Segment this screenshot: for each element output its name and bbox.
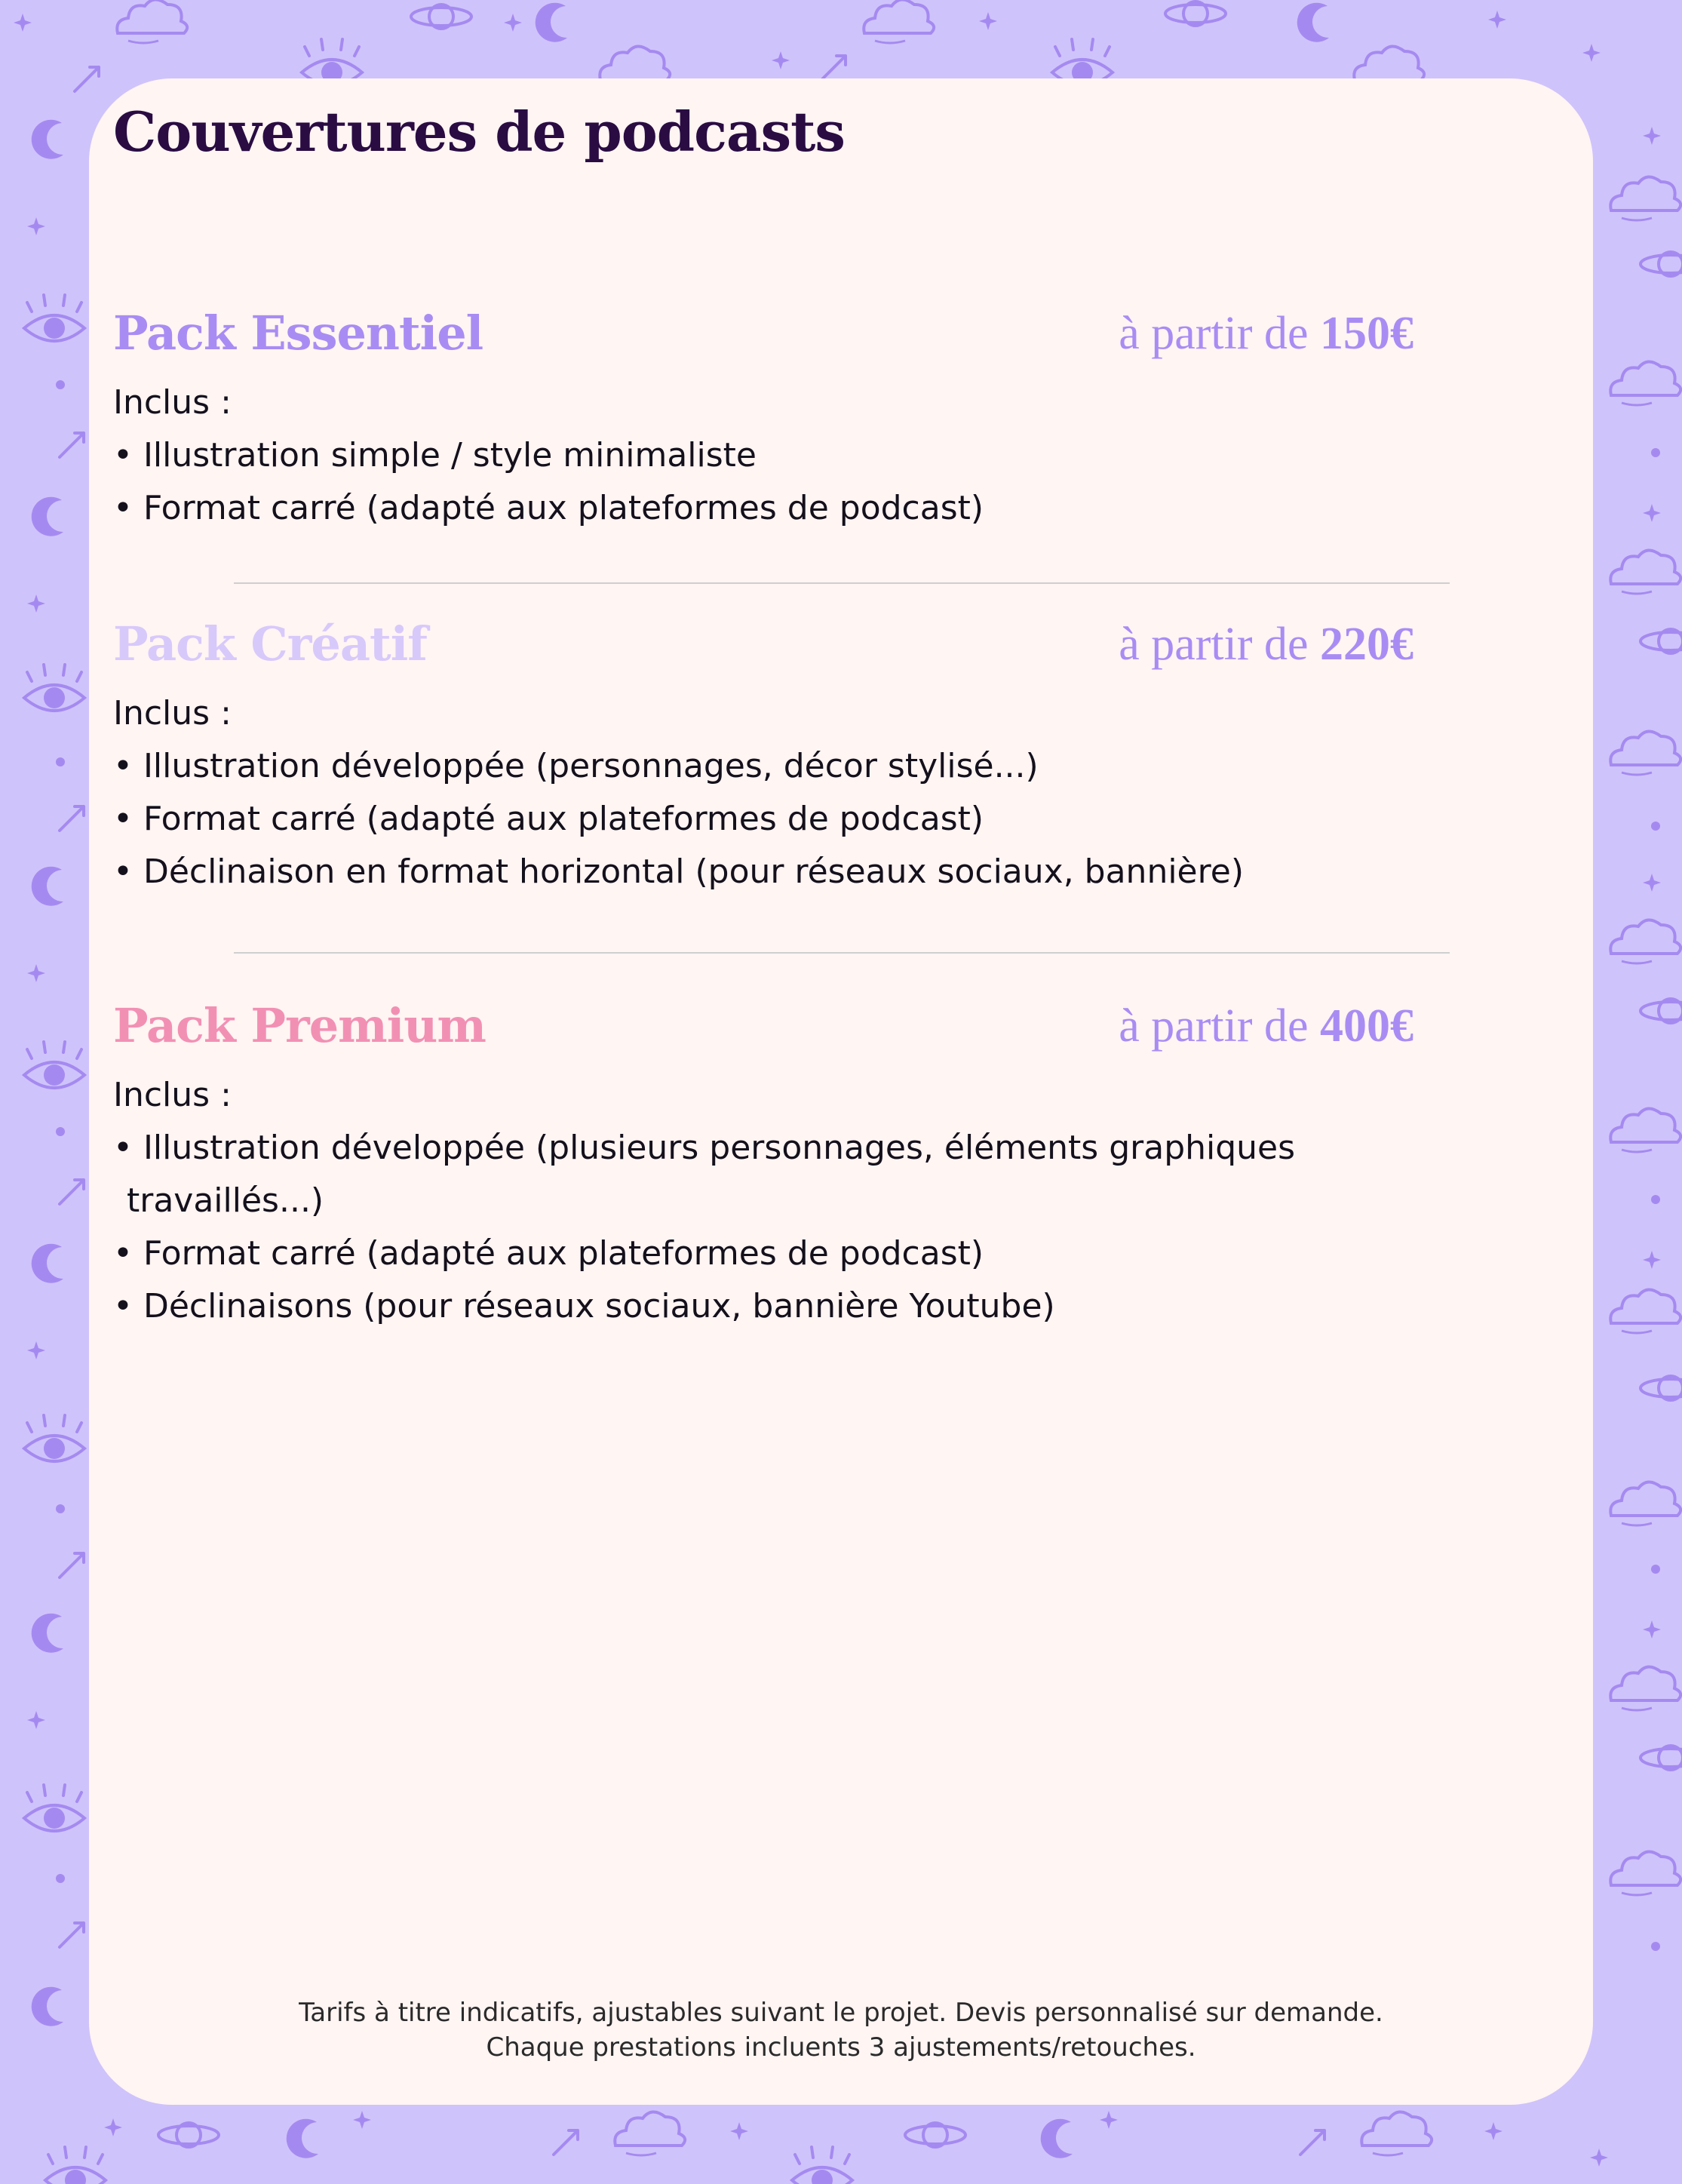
star-icon xyxy=(27,217,45,235)
star-icon xyxy=(27,964,45,982)
footer-line: Chaque prestations incluents 3 ajustements/retouches. xyxy=(486,2032,1196,2063)
cloud-icon xyxy=(1610,920,1680,963)
cloud-icon xyxy=(1610,1666,1680,1710)
cloud-icon xyxy=(1610,1108,1680,1152)
page-title: Couvertures de podcasts xyxy=(113,100,845,164)
planet-icon xyxy=(1641,999,1682,1023)
pack-price xyxy=(1119,1000,1413,1053)
moon-icon xyxy=(1297,3,1329,42)
star-icon xyxy=(14,14,32,32)
list-item: • Déclinaison en format horizontal (pour réseaux sociaux, bannière) xyxy=(113,852,1244,891)
star-icon xyxy=(1488,11,1506,29)
planet-icon xyxy=(1641,629,1682,653)
arrow-icon xyxy=(60,433,84,457)
moon-icon xyxy=(32,867,63,906)
cloud-icon xyxy=(615,2112,685,2155)
eye-icon xyxy=(24,1785,84,1831)
dot-icon xyxy=(1651,822,1660,831)
moon-icon xyxy=(32,1244,63,1283)
dot-icon xyxy=(56,1504,65,1513)
pack-name: Pack Essentiel xyxy=(113,306,483,361)
star-icon xyxy=(504,14,522,32)
arrow-icon xyxy=(1300,2130,1324,2155)
star-icon xyxy=(27,594,45,613)
arrow-icon xyxy=(60,806,84,831)
pack-price xyxy=(1119,307,1413,361)
section-divider xyxy=(234,582,1450,584)
moon-icon xyxy=(32,1614,63,1653)
pack-header xyxy=(113,616,1413,684)
cloud-icon xyxy=(1361,2112,1432,2155)
planet-icon xyxy=(1641,1746,1682,1770)
star-icon xyxy=(1643,1620,1661,1639)
cloud-icon xyxy=(1610,731,1680,775)
cloud-icon xyxy=(864,0,934,43)
pack-essentiel xyxy=(113,306,1413,535)
list-item: • Déclinaisons (pour réseaux sociaux, bannière Youtube) xyxy=(113,1287,1055,1325)
dot-icon xyxy=(56,380,65,389)
planet-icon xyxy=(411,5,471,29)
eye-icon xyxy=(24,665,84,711)
planet-icon xyxy=(1641,252,1682,276)
star-icon xyxy=(1643,1251,1661,1269)
dot-icon xyxy=(1651,1942,1660,1951)
eye-icon xyxy=(45,2147,106,2184)
eye-icon xyxy=(24,1415,84,1461)
star-icon xyxy=(1590,2149,1608,2167)
dot-icon xyxy=(1651,448,1660,457)
pack-details xyxy=(113,376,1413,535)
list-item: • Format carré (adapté aux plateformes de podcast) xyxy=(113,1234,984,1273)
footer-line: Tarifs à titre indicatifs, ajustables suivant le projet. Devis personnalisé sur demande. xyxy=(299,1998,1383,2028)
section-divider xyxy=(234,952,1450,954)
dot-icon xyxy=(56,1127,65,1136)
arrow-icon xyxy=(60,1923,84,1947)
pack-name: Pack Créatif xyxy=(113,616,427,671)
price-prefix: à partir de xyxy=(1119,1000,1309,1052)
dot-icon xyxy=(1651,1565,1660,1574)
cloud-icon xyxy=(1610,1851,1680,1895)
pack-price xyxy=(1119,618,1413,671)
moon-icon xyxy=(287,2119,318,2158)
eye-icon xyxy=(24,1042,84,1088)
list-item-continuation: travaillés...) xyxy=(127,1181,324,1220)
list-item: • Illustration développée (plusieurs personnages, éléments graphiques xyxy=(113,1129,1296,1167)
list-item: • Format carré (adapté aux plateformes de podcast) xyxy=(113,489,984,527)
eye-icon xyxy=(792,2147,852,2184)
cloud-icon xyxy=(117,0,187,43)
star-icon xyxy=(27,1711,45,1729)
included-label: Inclus : xyxy=(113,383,232,422)
dot-icon xyxy=(1651,1195,1660,1204)
moon-icon xyxy=(32,497,63,536)
price-amount: 220€ xyxy=(1320,619,1413,670)
star-icon xyxy=(979,12,997,30)
list-item: • Format carré (adapté aux plateformes de podcast) xyxy=(113,800,984,838)
pack-creatif xyxy=(113,616,1413,898)
pack-header xyxy=(113,306,1413,373)
moon-icon xyxy=(32,120,63,159)
dot-icon xyxy=(56,1874,65,1883)
pack-details xyxy=(113,687,1413,898)
planet-icon xyxy=(158,2123,219,2147)
price-prefix: à partir de xyxy=(1119,619,1309,670)
planet-icon xyxy=(905,2123,965,2147)
included-label: Inclus : xyxy=(113,1076,232,1114)
star-icon xyxy=(730,2122,748,2140)
arrow-icon xyxy=(60,1553,84,1577)
list-item: • Illustration simple / style minimaliste xyxy=(113,436,757,475)
star-icon xyxy=(353,2111,371,2129)
pack-premium xyxy=(113,998,1413,1333)
star-icon xyxy=(772,51,790,69)
star-icon xyxy=(1643,504,1661,522)
cloud-icon xyxy=(1610,1482,1680,1525)
arrow-icon xyxy=(75,67,99,91)
cloud-icon xyxy=(1610,361,1680,405)
cloud-icon xyxy=(1610,550,1680,594)
pack-name: Pack Premium xyxy=(113,998,486,1053)
cloud-icon xyxy=(1610,1289,1680,1333)
star-icon xyxy=(104,2118,122,2136)
planet-icon xyxy=(1165,2,1226,26)
price-amount: 150€ xyxy=(1320,308,1413,359)
planet-icon xyxy=(1641,1376,1682,1400)
arrow-icon xyxy=(60,1180,84,1204)
star-icon xyxy=(1484,2122,1502,2140)
cloud-icon xyxy=(1610,177,1680,220)
star-icon xyxy=(1100,2111,1118,2129)
price-prefix: à partir de xyxy=(1119,308,1309,359)
arrow-icon xyxy=(821,56,846,80)
moon-icon xyxy=(32,1987,63,2026)
star-icon xyxy=(27,1341,45,1359)
eye-icon xyxy=(24,295,84,341)
star-icon xyxy=(1643,127,1661,145)
dot-icon xyxy=(56,757,65,766)
list-item: • Illustration développée (personnages, décor stylisé...) xyxy=(113,747,1039,785)
price-amount: 400€ xyxy=(1320,1000,1413,1052)
arrow-icon xyxy=(554,2130,578,2155)
star-icon xyxy=(1643,874,1661,892)
moon-icon xyxy=(536,3,567,42)
moon-icon xyxy=(1041,2119,1073,2158)
pack-header xyxy=(113,998,1413,1066)
footer-note xyxy=(89,1995,1593,2065)
pack-details xyxy=(113,1069,1413,1333)
star-icon xyxy=(1582,44,1601,62)
included-label: Inclus : xyxy=(113,694,232,733)
